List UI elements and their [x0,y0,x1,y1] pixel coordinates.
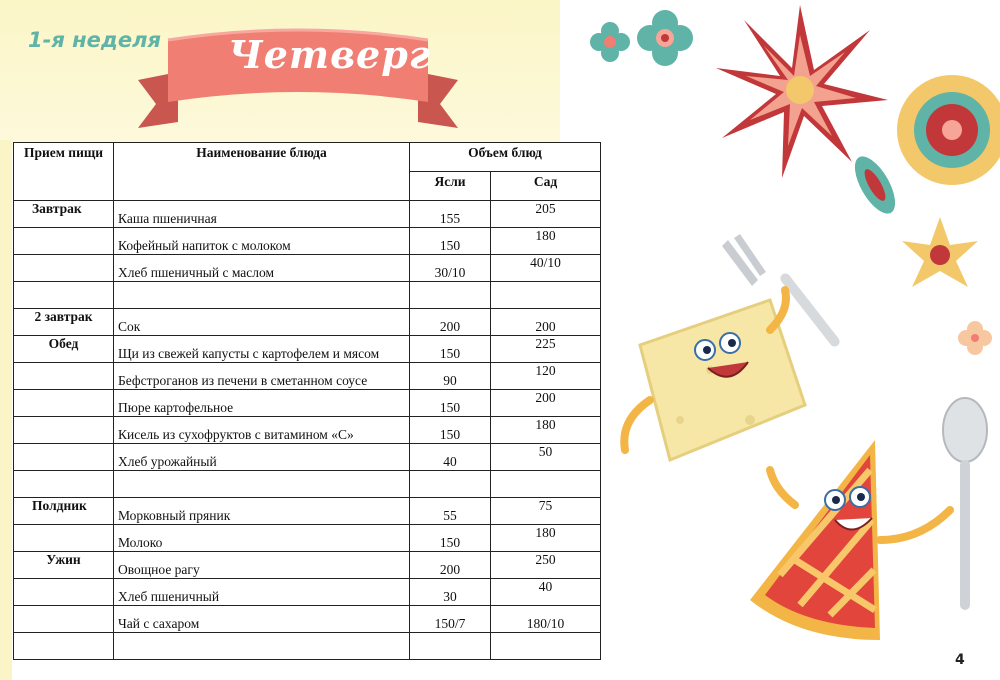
meal-cell [14,390,114,417]
meal-cell [14,255,114,282]
kindergarten-volume-cell: 50 [491,444,601,471]
table-row [14,606,601,633]
week-label: 1-я неделя [28,28,161,52]
kindergarten-volume-cell: 180/10 [491,606,601,633]
table-row [14,579,601,606]
kindergarten-volume-cell: 200 [491,309,601,336]
table-row [14,336,601,363]
nursery-volume-cell: 150 [410,228,491,255]
pizza-character-icon [750,440,950,640]
meal-cell [14,633,114,660]
kindergarten-volume-cell: 180 [491,228,601,255]
nursery-volume-cell: 200 [410,309,491,336]
flower-icon [897,75,1000,185]
table-row [14,525,601,552]
table-row [14,282,601,309]
meal-cell: Обед [14,336,114,363]
day-title: Четверг [228,32,432,77]
column-header-volume: Объем блюд [410,143,601,172]
decoration-panel [580,0,1000,680]
table-row [14,498,601,525]
column-header-meal: Прием пищи [14,143,114,201]
page-number: 4 [955,652,965,668]
column-header-nursery: Ясли [410,172,491,201]
meal-cell: Полдник [14,498,114,525]
kindergarten-volume-cell: 40/10 [491,255,601,282]
nursery-volume-cell [410,471,491,498]
dish-cell [114,633,410,660]
table-row [14,444,601,471]
dish-cell: Морковный пряник [114,498,410,525]
kindergarten-volume-cell: 225 [491,336,601,363]
table-row [14,309,601,336]
table-row [14,390,601,417]
dish-cell: Овощное рагу [114,552,410,579]
table-row [14,471,601,498]
spoon-icon [943,398,987,610]
nursery-volume-cell: 150 [410,336,491,363]
nursery-volume-cell: 30/10 [410,255,491,282]
nursery-volume-cell: 30 [410,579,491,606]
table-row [14,228,601,255]
kindergarten-volume-cell: 180 [491,417,601,444]
dish-cell [114,471,410,498]
nursery-volume-cell: 200 [410,552,491,579]
nursery-volume-cell [410,633,491,660]
flower-icon [637,10,693,66]
cheese-character-icon [624,290,805,460]
meal-cell [14,525,114,552]
kindergarten-volume-cell: 205 [491,201,601,228]
nursery-volume-cell [410,282,491,309]
dish-cell: Сок [114,309,410,336]
column-header-dish: Наименование блюда [114,143,410,201]
meal-cell [14,282,114,309]
meal-cell [14,444,114,471]
nursery-volume-cell: 150 [410,390,491,417]
dish-cell: Кофейный напиток с молоком [114,228,410,255]
table-row [14,552,601,579]
meal-cell [14,606,114,633]
table-row [14,417,601,444]
nursery-volume-cell: 150/7 [410,606,491,633]
dish-cell: Хлеб урожайный [114,444,410,471]
flower-icon [902,217,978,287]
nursery-volume-cell: 150 [410,525,491,552]
table-row [14,201,601,228]
meal-cell [14,417,114,444]
meal-cell [14,228,114,255]
dish-cell [114,282,410,309]
kindergarten-volume-cell: 250 [491,552,601,579]
dish-cell: Хлеб пшеничный [114,579,410,606]
flower-icon [847,150,903,219]
menu-table [13,142,601,660]
nursery-volume-cell: 40 [410,444,491,471]
table-row [14,255,601,282]
kindergarten-volume-cell: 120 [491,363,601,390]
nursery-volume-cell: 55 [410,498,491,525]
meal-cell [14,471,114,498]
nursery-volume-cell: 155 [410,201,491,228]
table-row [14,633,601,660]
meal-cell: Ужин [14,552,114,579]
dish-cell: Молоко [114,525,410,552]
meal-cell [14,579,114,606]
meal-cell: Завтрак [14,201,114,228]
flower-icon [590,22,630,62]
menu-table-body [14,201,601,660]
dish-cell: Бефстроганов из печени в сметанном соусе [114,363,410,390]
flower-icon [716,5,888,178]
dish-cell: Хлеб пшеничный с маслом [114,255,410,282]
dish-cell: Пюре картофельное [114,390,410,417]
flower-icon [958,321,992,355]
kindergarten-volume-cell: 200 [491,390,601,417]
meal-cell: 2 завтрак [14,309,114,336]
kindergarten-volume-cell: 40 [491,579,601,606]
table-row [14,363,601,390]
nursery-volume-cell: 150 [410,417,491,444]
meal-cell [14,363,114,390]
column-header-kindergarten: Сад [491,172,601,201]
kindergarten-volume-cell: 180 [491,525,601,552]
nursery-volume-cell: 90 [410,363,491,390]
side-stripe [0,140,12,680]
kindergarten-volume-cell: 75 [491,498,601,525]
dish-cell: Щи из свежей капусты с картофелем и мясом [114,336,410,363]
dish-cell: Каша пшеничная [114,201,410,228]
dish-cell: Чай с сахаром [114,606,410,633]
dish-cell: Кисель из сухофруктов с витамином «С» [114,417,410,444]
